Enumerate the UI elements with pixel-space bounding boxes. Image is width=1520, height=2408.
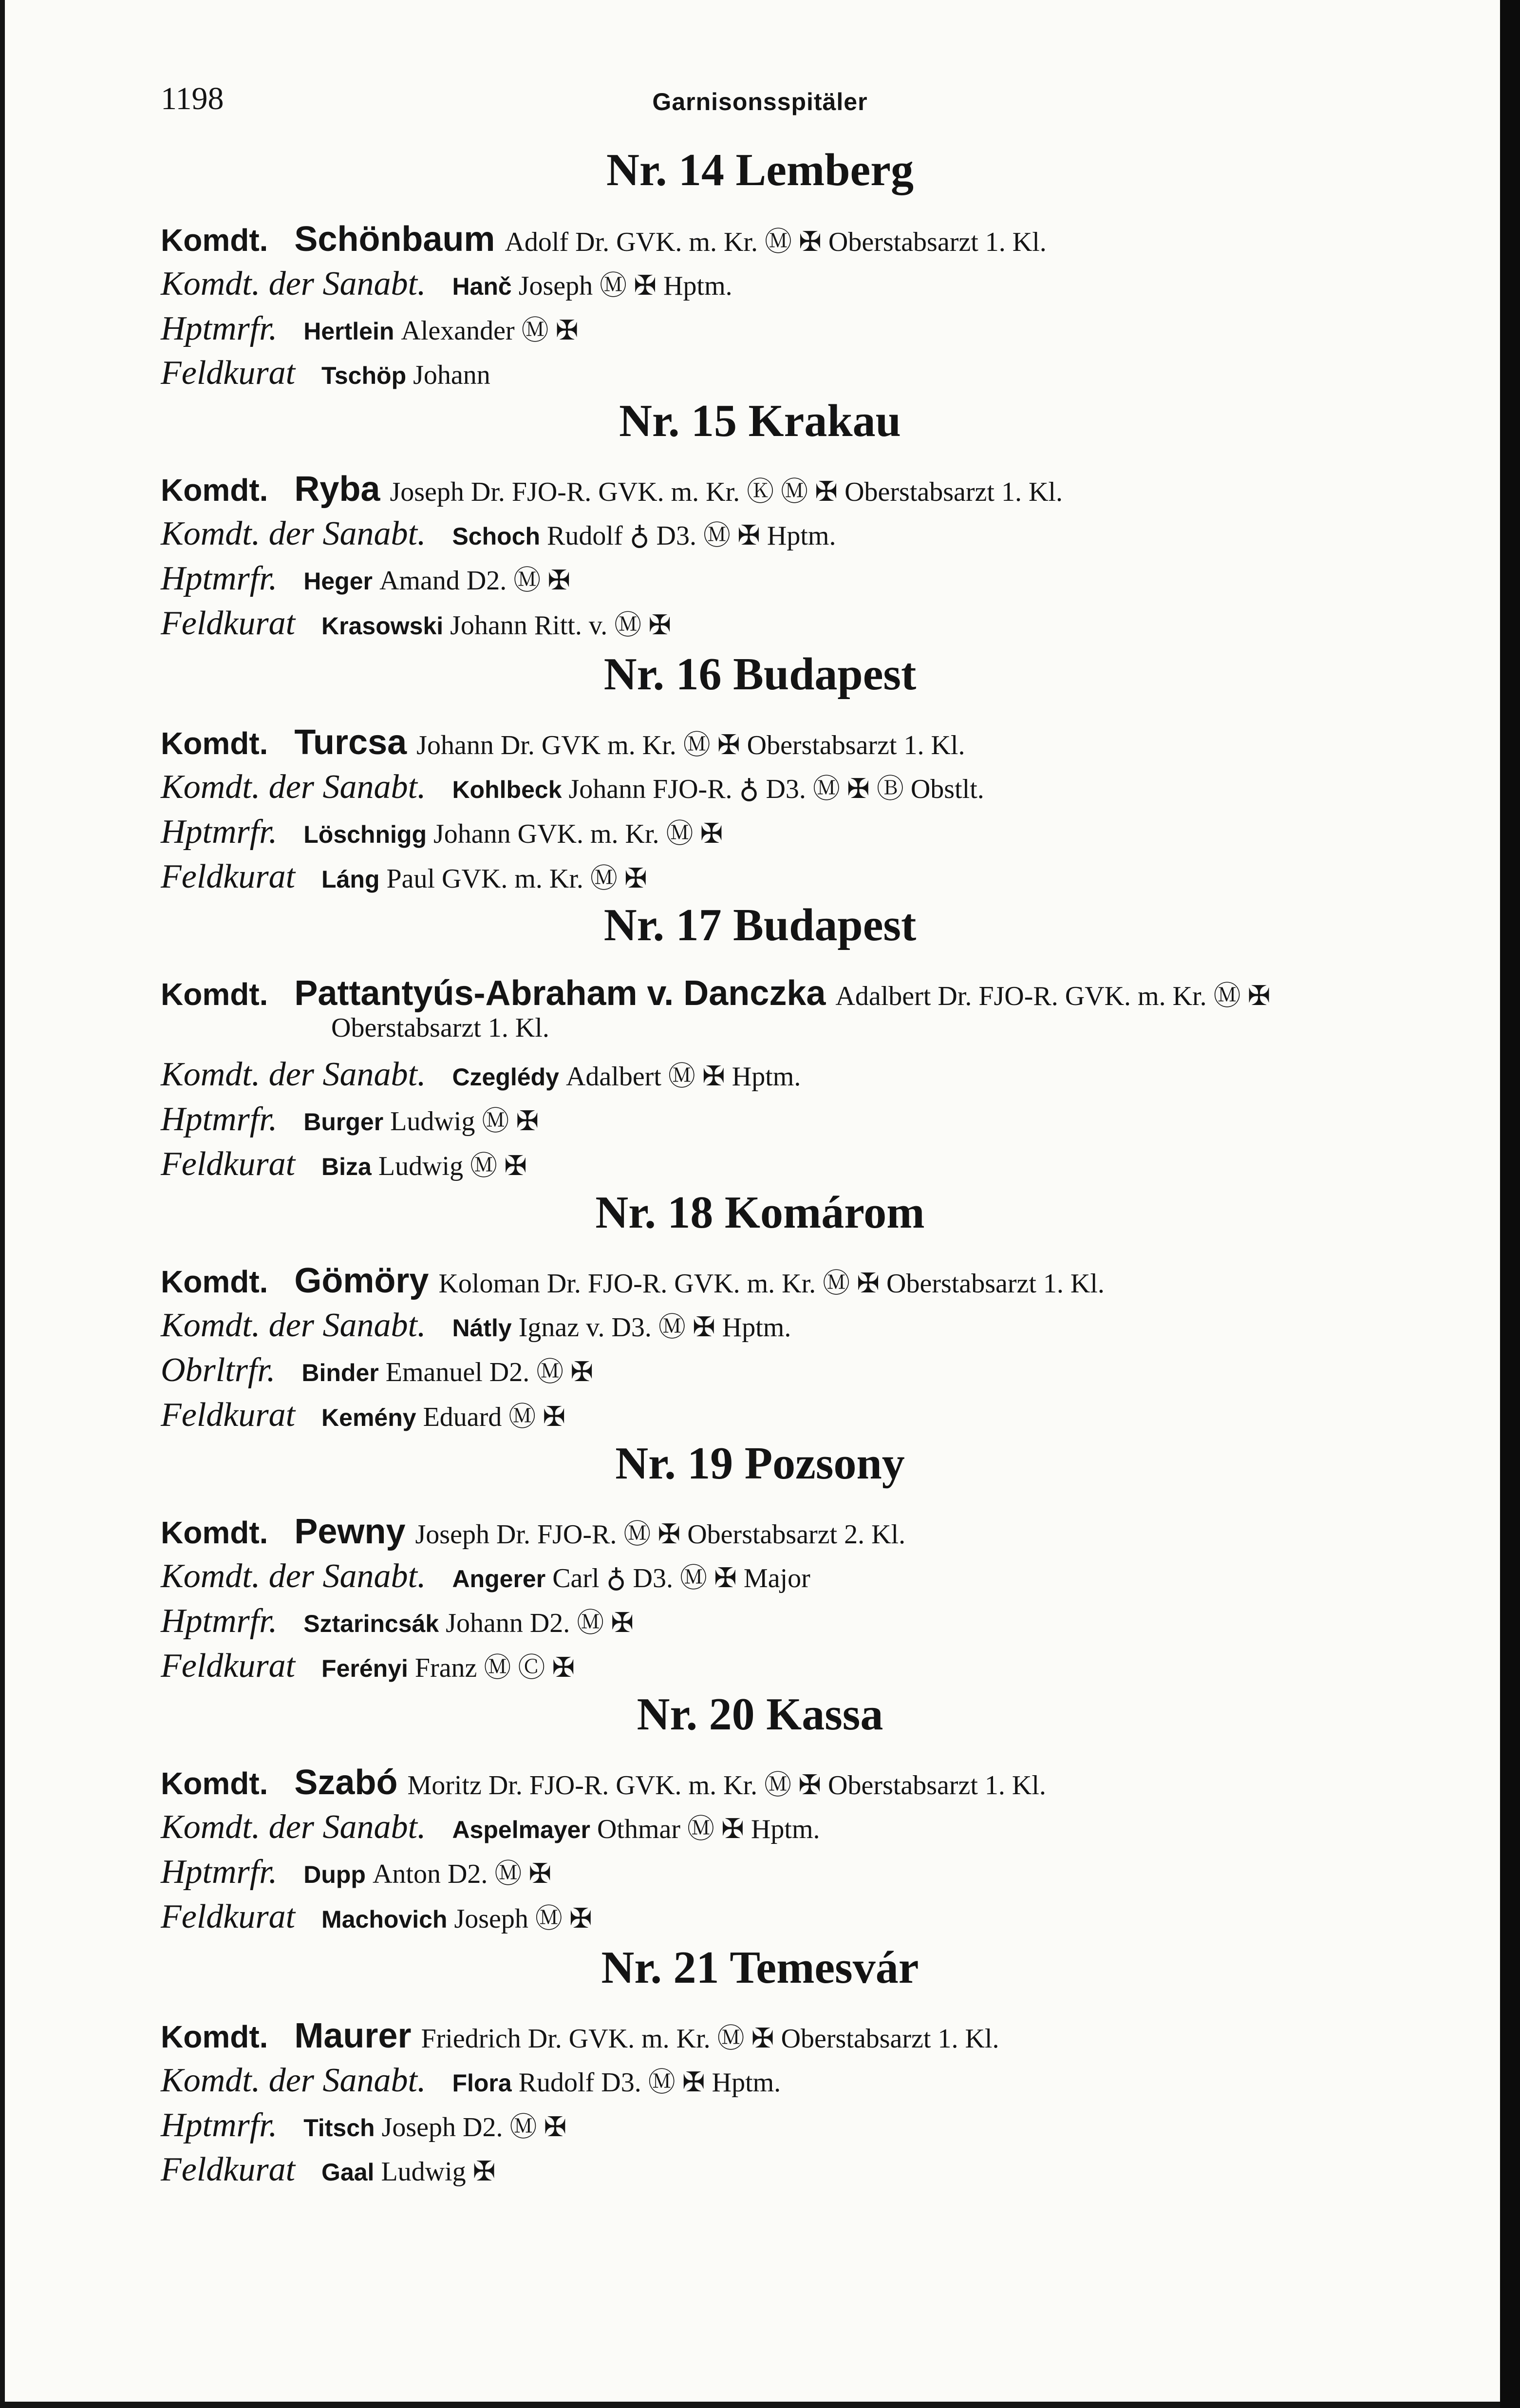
entry-role: Komdt. der Sanabt. xyxy=(161,265,426,303)
entry-detail: Oberstabsarzt 1. Kl. xyxy=(331,1013,549,1043)
entry-line xyxy=(161,354,490,393)
entry-detail: Adalbert Ⓜ ✠ Hptm. xyxy=(565,1062,801,1092)
entry-line xyxy=(161,1601,634,1641)
entry-role: Komdt. xyxy=(161,473,268,508)
entry-name: Hertlein xyxy=(303,318,394,345)
entry-name: Gaal xyxy=(321,2159,375,2186)
entry-role: Hptmrfr. xyxy=(161,310,278,347)
entry-role: Komdt. xyxy=(161,726,268,761)
entry-role: Komdt. der Sanabt. xyxy=(161,1808,426,1846)
entry-role: Feldkurat xyxy=(161,605,296,642)
entry-detail: Eduard Ⓜ ✠ xyxy=(423,1402,566,1432)
hospital-heading: Nr. 16 Budapest xyxy=(603,649,917,700)
entry-name: Ryba xyxy=(294,470,380,509)
running-head: Garnisonsspitäler xyxy=(652,88,868,115)
entry-name: Schönbaum xyxy=(294,220,495,259)
entry-line xyxy=(161,2061,781,2100)
hospital-heading: Nr. 21 Temesvár xyxy=(601,1942,919,1993)
entry-line xyxy=(161,1556,810,1596)
entry-role: Feldkurat xyxy=(161,1647,296,1685)
entry-role: Feldkurat xyxy=(161,1396,296,1434)
entry-detail: Ludwig ✠ xyxy=(381,2157,496,2187)
entry-role: Komdt. xyxy=(161,2019,268,2054)
entry-role: Hptmrfr. xyxy=(161,813,278,851)
entry-detail: Ignaz v. D3. Ⓜ ✠ Hptm. xyxy=(518,1312,791,1343)
entry-role: Feldkurat xyxy=(161,354,296,392)
entry-detail: Othmar Ⓜ ✠ Hptm. xyxy=(597,1814,820,1844)
entry-detail: Johann FJO-R. ♁ D3. Ⓜ ✠ Ⓑ Obstlt. xyxy=(568,774,984,804)
entry-line xyxy=(161,2105,566,2145)
entry-name: Binder xyxy=(301,1359,379,1386)
entry-line xyxy=(161,1807,820,1847)
entry-detail: Adolf Dr. GVK. m. Kr. Ⓜ ✠ Oberstabsarzt 1. Kl. xyxy=(505,227,1047,257)
entry-detail: Franz Ⓜ Ⓒ ✠ xyxy=(414,1653,575,1683)
entry-role: Hptmrfr. xyxy=(161,2106,278,2144)
entry-name: Kohlbeck xyxy=(452,776,562,803)
entry-role: Komdt. xyxy=(161,223,268,258)
entry-name: Heger xyxy=(303,568,373,595)
entry-role: Komdt. der Sanabt. xyxy=(161,2062,426,2099)
entry-line xyxy=(161,812,723,852)
entry-detail: Amand D2. Ⓜ ✠ xyxy=(379,566,571,596)
entry-role: Komdt. xyxy=(161,1515,268,1550)
entry-line xyxy=(161,264,732,303)
entry-name: Schoch xyxy=(452,523,541,550)
entry-detail: Paul GVK. m. Kr. Ⓜ ✠ xyxy=(386,864,647,894)
entry-role: Hptmrfr. xyxy=(161,1602,278,1640)
entry-role: Feldkurat xyxy=(161,1145,296,1183)
entry-role: Komdt. xyxy=(161,977,268,1012)
entry-role: Feldkurat xyxy=(161,858,296,895)
entry-line xyxy=(161,1646,575,1686)
entry-line xyxy=(161,857,647,896)
entry-detail: Johann D2. Ⓜ ✠ xyxy=(446,1608,634,1638)
entry-line xyxy=(161,1055,801,1094)
entry-role: Komdt. xyxy=(161,1264,268,1299)
entry-detail: Ludwig Ⓜ ✠ xyxy=(378,1151,527,1181)
entry-name: Gömöry xyxy=(294,1261,429,1300)
hospital-heading: Nr. 17 Budapest xyxy=(603,900,917,950)
entry-name: Kemény xyxy=(321,1404,416,1431)
page-number: 1198 xyxy=(161,81,224,116)
entry-name: Nátly xyxy=(452,1314,512,1342)
entry-name: Burger xyxy=(303,1108,384,1136)
entry-line xyxy=(161,1306,791,1345)
entry-name: Szabó xyxy=(294,1763,398,1802)
entry-line xyxy=(161,1100,539,1139)
entry-line xyxy=(161,1144,527,1184)
entry-detail: Alexander Ⓜ ✠ xyxy=(401,316,579,346)
entry-role: Hptmrfr. xyxy=(161,1100,278,1138)
entry-name: Pattantyús-Abraham v. Danczka xyxy=(294,974,826,1013)
entry-detail: Adalbert Dr. FJO-R. GVK. m. Kr. Ⓜ ✠ xyxy=(835,981,1271,1011)
entry-role: Komdt. xyxy=(161,1766,268,1801)
entry-line xyxy=(161,973,1271,1013)
entry-name: Flora xyxy=(452,2069,512,2097)
entry-detail: Johann Dr. GVK m. Kr. Ⓜ ✠ Oberstabsarzt 1. Kl. xyxy=(416,730,965,760)
entry-role: Komdt. der Sanabt. xyxy=(161,1056,426,1093)
entry-line xyxy=(161,1512,905,1552)
entry-detail: Joseph Dr. FJO-R. GVK. m. Kr. Ⓚ Ⓜ ✠ Oberstabsarzt 1. Kl. xyxy=(390,477,1063,507)
entry-name: Biza xyxy=(321,1153,372,1180)
entry-role: Komdt. der Sanabt. xyxy=(161,768,426,806)
entry-detail: Ludwig Ⓜ ✠ xyxy=(390,1106,539,1137)
entry-role: Hptmrfr. xyxy=(161,560,278,597)
entry-detail: Rudolf ♁ D3. Ⓜ ✠ Hptm. xyxy=(547,521,836,551)
hospital-heading: Nr. 14 Lemberg xyxy=(606,145,914,195)
entry-name: Krasowski xyxy=(321,612,444,640)
entry-role: Hptmrfr. xyxy=(161,1853,278,1891)
entry-line xyxy=(161,1852,551,1892)
entry-line xyxy=(161,2016,999,2056)
entry-line xyxy=(161,1395,565,1435)
entry-role: Feldkurat xyxy=(161,2151,296,2188)
entry-detail: Johann xyxy=(413,360,490,390)
entry-line xyxy=(161,514,836,553)
hospital-heading: Nr. 20 Kassa xyxy=(637,1689,883,1740)
entry-line xyxy=(161,2150,496,2189)
entry-role: Komdt. der Sanabt. xyxy=(161,1307,426,1344)
entry-detail: Carl ♁ D3. Ⓜ ✠ Major xyxy=(552,1563,810,1593)
entry-line xyxy=(161,1261,1105,1301)
entry-line xyxy=(161,1897,592,1936)
entry-name: Tschöp xyxy=(321,362,407,389)
entry-line xyxy=(161,1350,593,1390)
hospital-heading: Nr. 19 Pozsony xyxy=(615,1438,905,1489)
entry-detail: Friedrich Dr. GVK. m. Kr. Ⓜ ✠ Oberstabsarzt 1. Kl. xyxy=(421,2024,999,2054)
entry-name: Titsch xyxy=(303,2114,375,2142)
entry-detail: Moritz Dr. FJO-R. GVK. m. Kr. Ⓜ ✠ Oberstabsarzt 1. Kl. xyxy=(407,1770,1046,1801)
entry-detail: Joseph D2. Ⓜ ✠ xyxy=(381,2112,567,2143)
hospital-heading: Nr. 15 Krakau xyxy=(619,396,901,446)
entry-role: Komdt. der Sanabt. xyxy=(161,515,426,552)
entry-line xyxy=(331,1012,549,1043)
entry-name: Láng xyxy=(321,866,380,893)
entry-line xyxy=(161,309,579,348)
entry-detail: Koloman Dr. FJO-R. GVK. m. Kr. Ⓜ ✠ Oberstabsarzt 1. Kl. xyxy=(438,1269,1105,1299)
entry-line xyxy=(161,219,1047,259)
entry-role: Feldkurat xyxy=(161,1898,296,1935)
entry-name: Löschnigg xyxy=(303,821,427,848)
entry-detail: Joseph Ⓜ ✠ xyxy=(454,1904,592,1934)
entry-name: Pewny xyxy=(294,1512,406,1551)
entry-line xyxy=(161,722,965,762)
entry-name: Machovich xyxy=(321,1906,448,1933)
entry-line xyxy=(161,559,570,598)
entry-name: Ferényi xyxy=(321,1655,408,1682)
entry-line xyxy=(161,469,1063,509)
entry-name: Hanč xyxy=(452,273,512,300)
entry-detail: Joseph Dr. FJO-R. Ⓜ ✠ Oberstabsarzt 2. Kl. xyxy=(415,1519,906,1550)
hospital-heading: Nr. 18 Komárom xyxy=(595,1187,925,1238)
entry-name: Maurer xyxy=(294,2016,412,2055)
entry-role: Komdt. der Sanabt. xyxy=(161,1557,426,1595)
entry-detail: Anton D2. Ⓜ ✠ xyxy=(372,1859,552,1889)
entry-detail: Johann Ritt. v. Ⓜ ✠ xyxy=(450,610,672,641)
entry-name: Czeglédy xyxy=(452,1063,559,1091)
entry-name: Dupp xyxy=(303,1861,366,1888)
entry-detail: Rudolf D3. Ⓜ ✠ Hptm. xyxy=(518,2067,781,2098)
entry-role: Obrltrfr. xyxy=(161,1351,276,1389)
entry-name: Sztarincsák xyxy=(303,1610,439,1637)
entry-line xyxy=(161,767,984,807)
entry-detail: Joseph Ⓜ ✠ Hptm. xyxy=(518,271,732,301)
entry-name: Angerer xyxy=(452,1565,546,1593)
entry-name: Turcsa xyxy=(294,723,407,762)
entry-line xyxy=(161,1763,1046,1802)
entry-line xyxy=(161,604,671,643)
entry-detail: Emanuel D2. Ⓜ ✠ xyxy=(385,1357,594,1387)
entry-name: Aspelmayer xyxy=(452,1816,590,1843)
entry-detail: Johann GVK. m. Kr. Ⓜ ✠ xyxy=(433,819,723,849)
